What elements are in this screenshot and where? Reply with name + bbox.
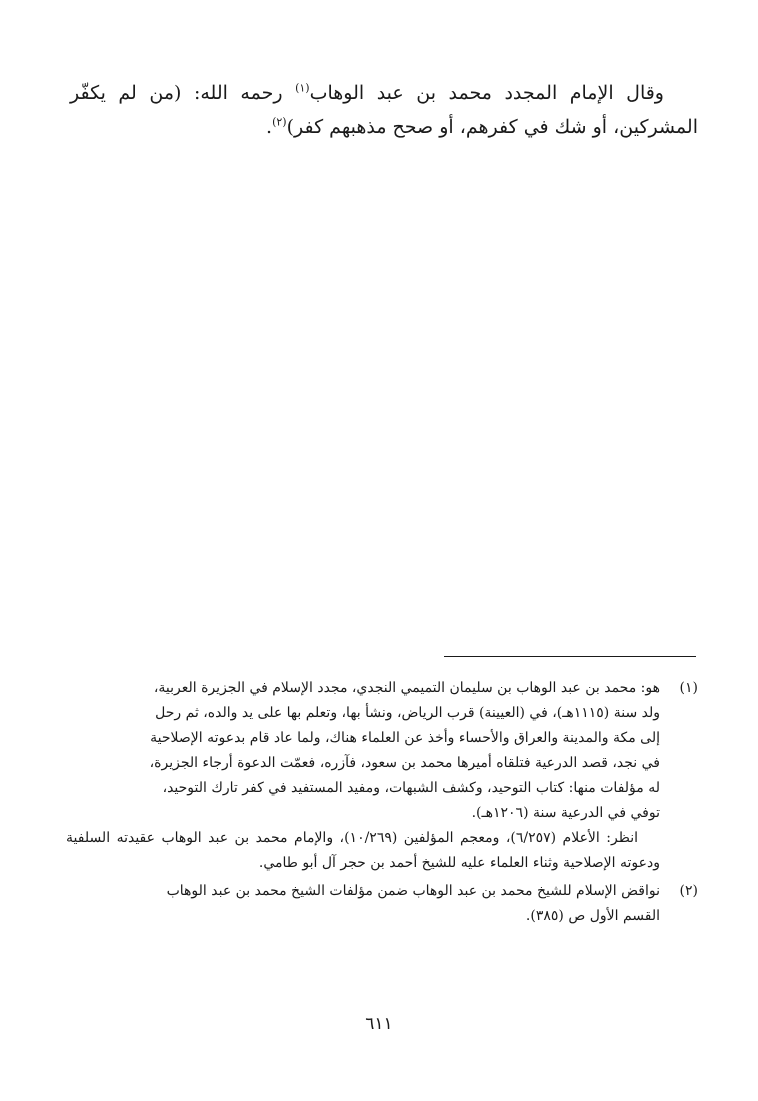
footnote-1-number: (١) bbox=[679, 680, 698, 696]
footnote-2-line-2: القسم الأول ص (٣٨٥). bbox=[525, 908, 660, 924]
footnote-1-line-2: ولد سنة (١١١٥هـ)، في (العيينة) قرب الرياض، ونشأ بها، وتعلم بها على يد والده، ثم رحل bbox=[155, 705, 660, 721]
page-number: ٦١١ bbox=[365, 1014, 393, 1034]
footnote-2-number: (٢) bbox=[679, 883, 698, 899]
main-paragraph bbox=[70, 76, 698, 144]
footnotes bbox=[66, 676, 698, 932]
footnote-ref-2: (٢) bbox=[272, 115, 287, 129]
footnote-1-references: انظر: الأعلام (٦/٢٥٧)، ومعجم المؤلفين (١٠/٢٦٩)، والإمام محمد بن عبد الوهاب عقيدته السلفية ودعوته الإصلاحية وثناء العلماء عليه للشيخ أحمد بن حجر آل أبو طامي. bbox=[66, 830, 660, 871]
footnote-1-line-6: توفي في الدرعية سنة (١٢٠٦هـ). bbox=[471, 805, 660, 821]
main-text bbox=[70, 76, 698, 144]
footnote-ref-1: (١) bbox=[295, 81, 310, 95]
main-lead: وقال الإمام المجدد محمد بن عبد الوهاب bbox=[309, 82, 664, 104]
footnote-1 bbox=[66, 676, 698, 876]
footnote-separator bbox=[444, 656, 696, 657]
main-end-period: . bbox=[266, 116, 273, 138]
footnote-1-line-1: هو: محمد بن عبد الوهاب بن سليمان التميمي النجدي، مجدد الإسلام في الجزيرة العربية، bbox=[153, 680, 660, 696]
footnote-1-line-4: في نجد، قصد الدرعية فتلقاه أميرها محمد بن سعود، فآزره، فعمّت الدعوة أرجاء الجزيرة، bbox=[149, 755, 660, 771]
footnote-2-line-1: نواقض الإسلام للشيخ محمد بن عبد الوهاب ضمن مؤلفات الشيخ محمد بن عبد الوهاب bbox=[166, 883, 660, 899]
footnote-1-line-3: إلى مكة والمدينة والعراق والأحساء وأخذ عن العلماء هناك، ولما عاد قام بدعوته الإصلاحية bbox=[150, 730, 660, 746]
main-quote: رحمه الله: (من لم يكفّر المشركين، أو شك في كفرهم، أو صحح مذهبهم كفر) bbox=[70, 82, 698, 138]
footnote-2 bbox=[66, 879, 698, 929]
footnote-1-line-5: له مؤلفات منها: كتاب التوحيد، وكشف الشبهات، ومفيد المستفيد في كفر تارك التوحيد، bbox=[162, 780, 660, 796]
